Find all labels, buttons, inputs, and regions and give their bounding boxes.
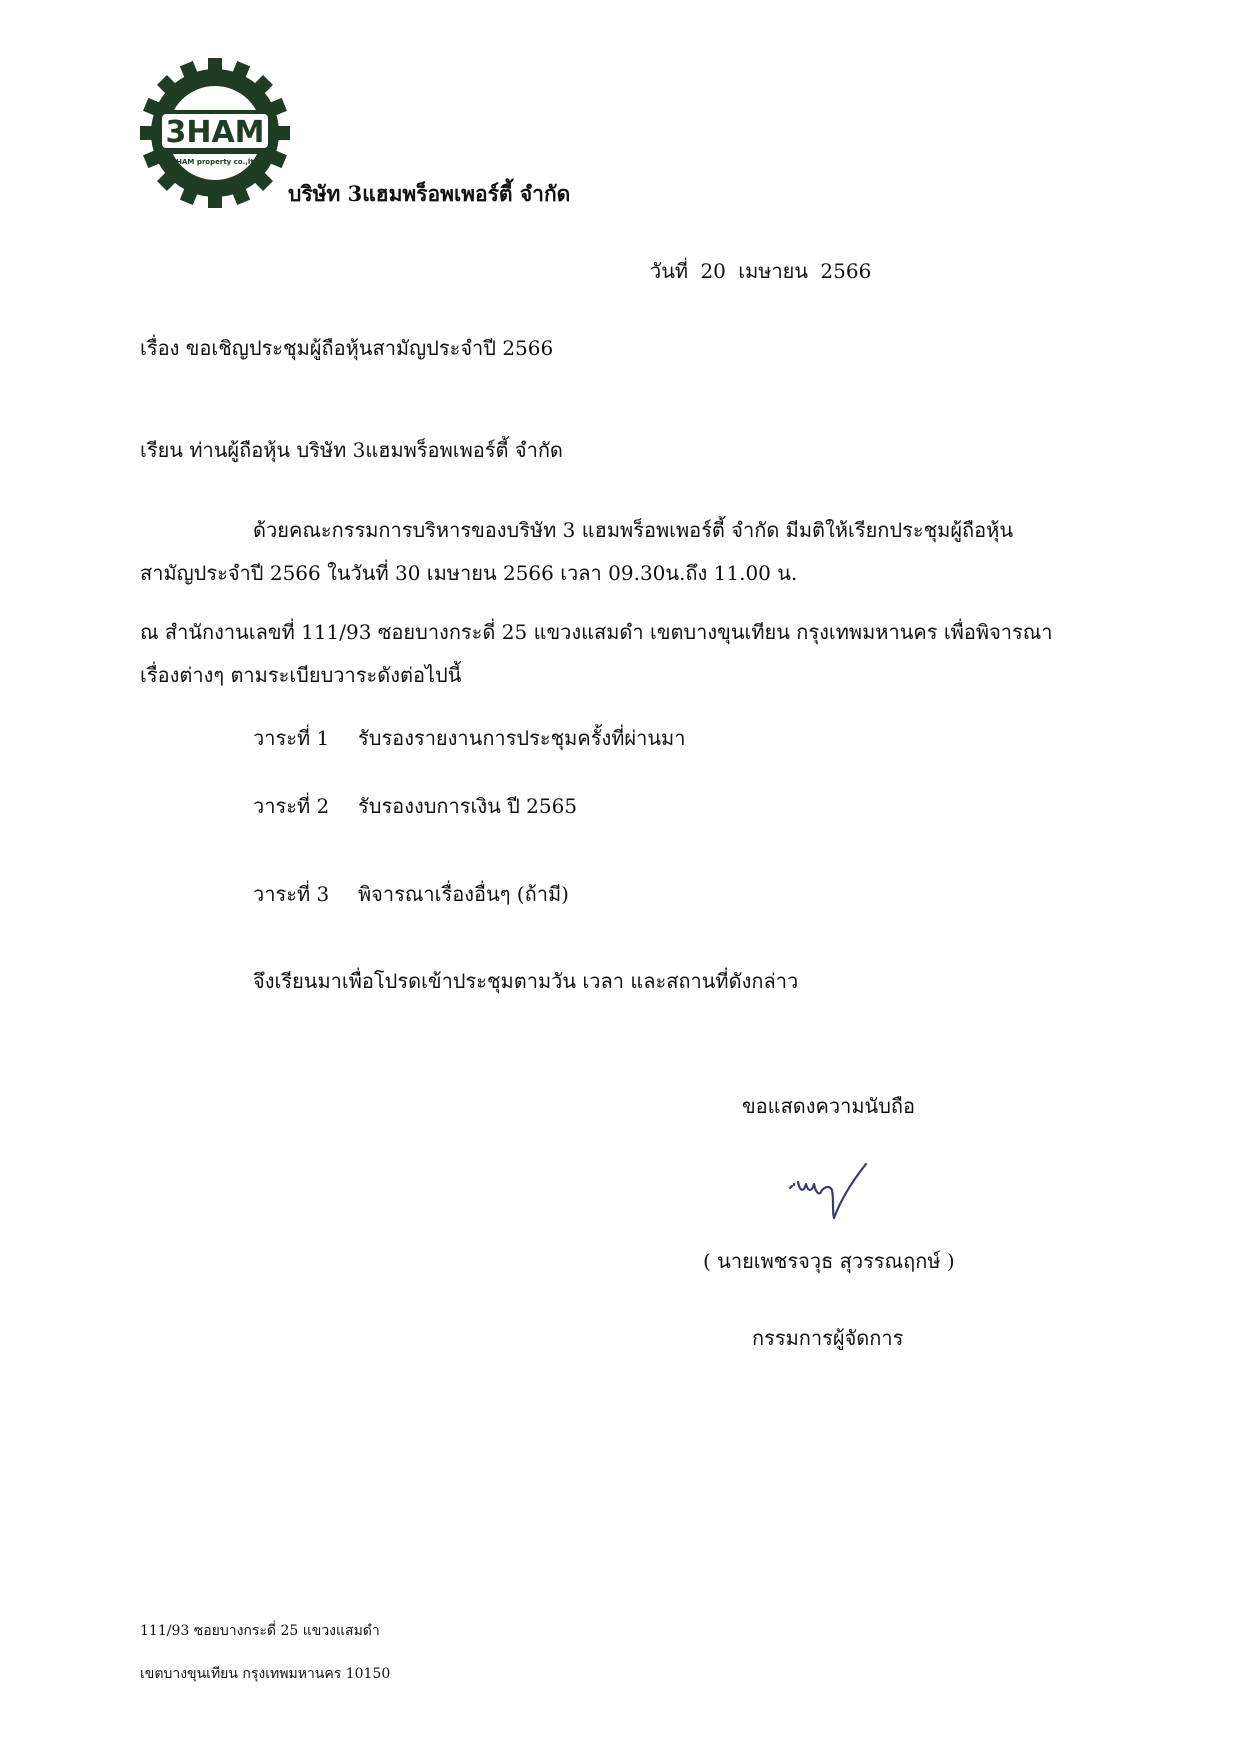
agenda-text: พิจารณาเรื่องอื่นๆ (ถ้ามี) [358,882,569,906]
agenda-item [253,790,577,822]
letter-recipient: เรียน ท่านผู้ถือหุ้น บริษัท 3แฮมพร็อพเพอร์ตี้ จำกัด [140,438,563,462]
company-name: บริษัท 3แฮมพร็อพเพอร์ตี้ จำกัด [288,181,571,206]
body-line-1: ด้วยคณะกรรมการบริหารของบริษัท 3 แฮมพร็อพเพอร์ตี้ จำกัด มีมติให้เรียกประชุมผู้ถือหุ้น [253,518,1014,542]
agenda-text: รับรองรายงานการประชุมครั้งที่ผ่านมา [358,726,686,750]
agenda-number: วาระที่ 2 [253,794,330,818]
footer-address-line-1: 111/93 ซอยบางกระดี่ 25 แขวงแสมดำ [140,1623,380,1639]
footer-address-line-2: เขตบางขุนเทียน กรุงเทพมหานคร 10150 [140,1666,391,1682]
signer-name: ( นายเพชรจวุธ สุวรรณฤกษ์ ) [703,1249,955,1273]
handwritten-signature [788,1158,868,1220]
agenda-number: วาระที่ 3 [253,882,330,906]
body-line-3: ณ สำนักงานเลขที่ 111/93 ซอยบางกระดี่ 25 แขวงแสมดำ เขตบางขุนเทียน กรุงเทพมหานคร เพื่อพิจารณา [140,620,1053,644]
letter-subject: เรื่อง ขอเชิญประชุมผู้ถือหุ้นสามัญประจำปี 2566 [140,336,554,360]
logo-text: 3HAM [165,115,265,150]
regards-text: ขอแสดงความนับถือ [742,1094,916,1118]
signer-position: กรรมการผู้จัดการ [752,1326,904,1350]
agenda-number: วาระที่ 1 [253,726,330,750]
body-line-2: สามัญประจำปี 2566 ในวันที่ 30 เมษายน 2566 เวลา 09.30น.ถึง 11.00 น. [140,561,798,585]
logo-subtext: 3HAM property co.,ltd [171,158,259,166]
closing-sentence: จึงเรียนมาเพื่อโปรดเข้าประชุมตามวัน เวลา และสถานที่ดังกล่าว [253,969,799,993]
letter-date: วันที่ 20 เมษายน 2566 [650,259,872,283]
company-logo [140,58,290,208]
agenda-item [253,722,685,754]
body-line-4: เรื่องต่างๆ ตามระเบียบวาระดังต่อไปนี้ [140,663,462,687]
agenda-text: รับรองงบการเงิน ปี 2565 [358,794,578,818]
agenda-item [253,878,569,910]
